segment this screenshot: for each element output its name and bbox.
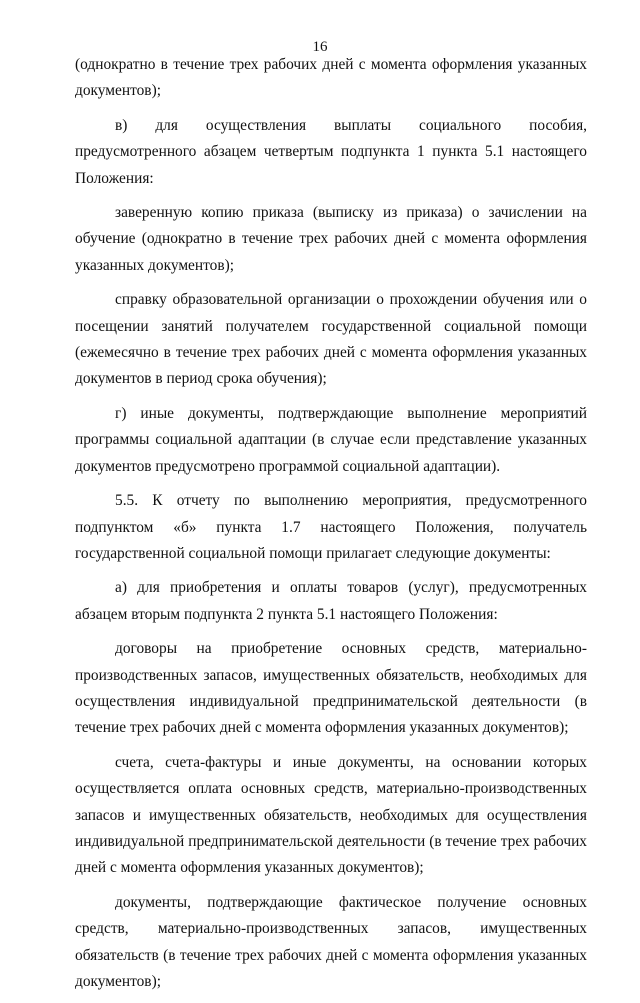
paragraph-section-5-5: 5.5. К отчету по выполнению мероприятия, предусмотренного подпунктом «б» пункта 1.7 настоящего Положения, получатель государственной социальной помощи прилагает следующие документы: <box>75 492 587 562</box>
paragraph-continuation: (однократно в течение трех рабочих дней с момента оформления указанных документов); <box>75 56 587 100</box>
paragraph-order-copy: заверенную копию приказа (выписку из приказа) о зачислении на обучение (однократно в течение трех рабочих дней с момента оформления указанных документов); <box>75 204 587 274</box>
paragraph-item-g: г) иные документы, подтверждающие выполнение мероприятий программы социальной адаптации (в случае если представление указанных документов предусмотрено программой социальной адаптации). <box>75 404 587 475</box>
paragraph-receipt-documents: документы, подтверждающие фактическое получение основных средств, материально-производственных запасов, имущественных обязательств (в течение трех рабочих дней с момента оформления указанных документов); <box>75 893 587 990</box>
document-body <box>75 52 587 1003</box>
paragraph-item-a: а) для приобретения и оплаты товаров (услуг), предусмотренных абзацем вторым подпункта 2 пункта 5.1 настоящего Положения: <box>75 579 587 623</box>
paragraph-education-certificate: справку образовательной организации о прохождении обучения или о посещении занятий получателем государственной социальной помощи (ежемесячно в течение трех рабочих дней с момента оформления указанных документов в период срока обучения); <box>75 291 587 388</box>
page-number: 16 <box>312 39 328 55</box>
paragraph-contracts: договоры на приобретение основных средств, материально-производственных запасов, имущественных обязательств, необходимых для осуществления индивидуальной предпринимательской деятельности (в течение трех рабочих дней с момента оформления указанных документов); <box>75 640 587 737</box>
paragraph-invoices: счета, счета-фактуры и иные документы, на основании которых осуществляется оплата основных средств, материально-производственных запасов и имущественных обязательств, необходимых для осуществления индивидуальной предпринимательской деятельности (в течение трех рабочих дней с момента оформления указанных документов); <box>75 753 587 877</box>
paragraph-item-v: в) для осуществления выплаты социального пособия, предусмотренного абзацем четвертым подпункта 1 пункта 5.1 настоящего Положения: <box>75 116 587 187</box>
